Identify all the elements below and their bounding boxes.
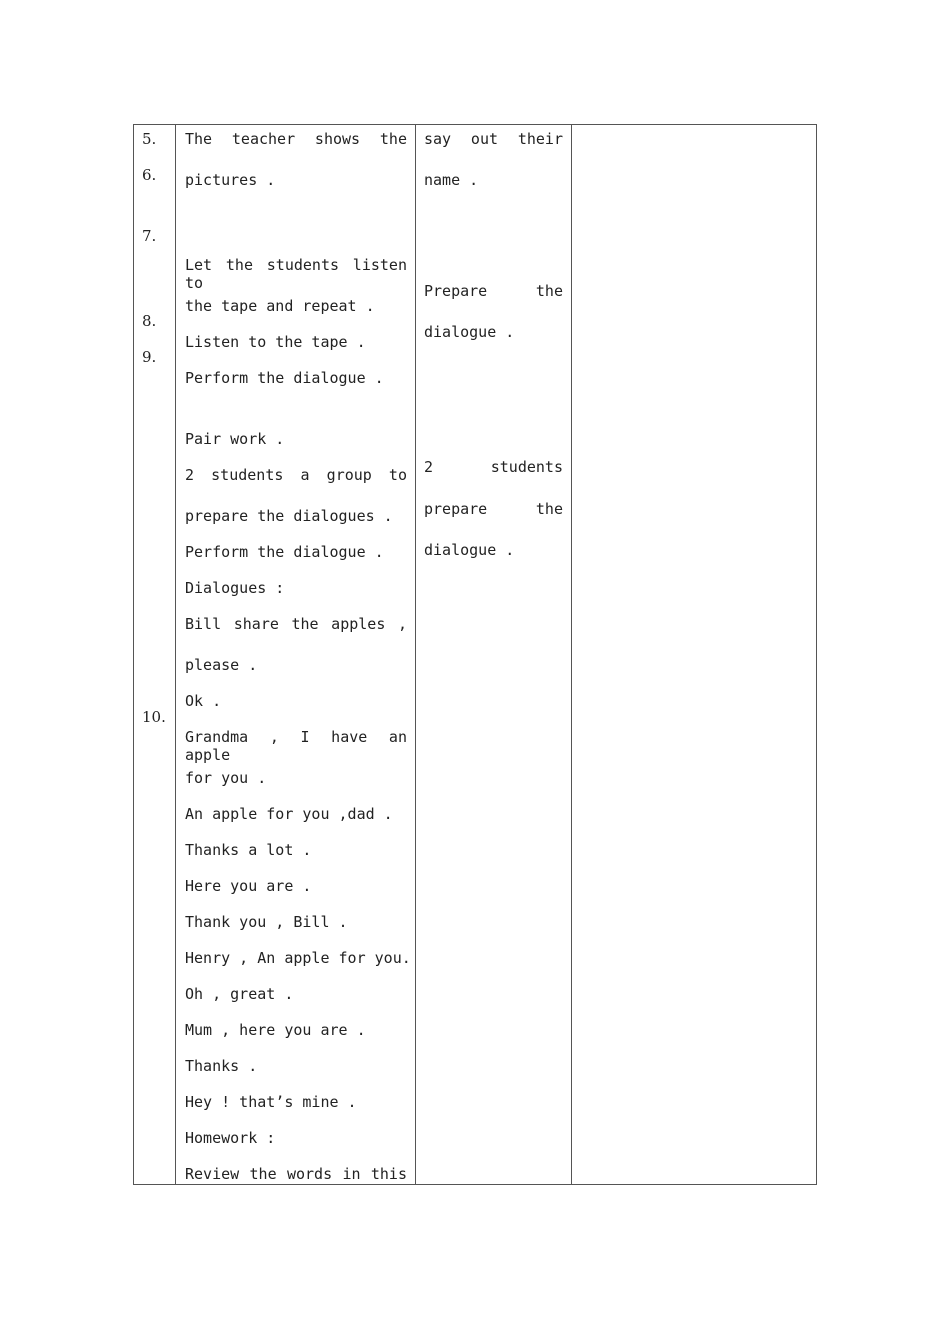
step-number: 10. [142,708,166,726]
student-line: dialogue . [424,541,515,559]
activity-line: for you . [185,769,267,787]
column-divider-2 [415,125,416,1184]
step-number: 6. [142,166,157,184]
step-number: 9. [142,348,157,366]
activity-line: Thanks a lot . [185,841,312,859]
activity-line: Ok . [185,692,222,710]
activity-line: Listen to the tape . [185,333,366,351]
activity-line: please . [185,656,258,674]
activity-line: Grandma , I have an apple [185,728,407,764]
student-line: name . [424,171,479,189]
activity-line: Hey ! that’s mine . [185,1093,357,1111]
activity-line: Mum , here you are . [185,1021,366,1039]
student-line: dialogue . [424,323,515,341]
activity-line: Henry , An apple for you. [185,949,411,967]
student-line: say out their [424,130,563,148]
activity-line: Bill share the apples , [185,615,407,633]
activity-line: An apple for you ,dad . [185,805,393,823]
activity-line: Thanks . [185,1057,258,1075]
activity-line: prepare the dialogues . [185,507,393,525]
activity-line: Perform the dialogue . [185,369,384,387]
student-line: prepare the [424,500,563,518]
activity-line: Pair work . [185,430,285,448]
activity-line: 2 students a group to [185,466,407,484]
activity-line: Dialogues : [185,579,285,597]
activity-line: pictures . [185,171,276,189]
column-divider-3 [571,125,572,1184]
student-line: 2 students [424,458,563,476]
activity-line: Oh , great . [185,985,294,1003]
student-line: Prepare the [424,282,563,300]
activity-line: Let the students listen to [185,256,407,292]
activity-line: Perform the dialogue . [185,543,384,561]
activity-line: Thank you , Bill . [185,913,348,931]
activity-line: Homework : [185,1129,276,1147]
activity-line: The teacher shows the [185,130,407,148]
activity-line: Review the words in this [185,1165,407,1183]
activity-line: Here you are . [185,877,312,895]
lesson-table [133,124,817,1185]
column-divider-1 [175,125,176,1184]
step-number: 8. [142,312,157,330]
step-number: 5. [142,130,157,148]
step-number: 7. [142,227,157,245]
activity-line: the tape and repeat . [185,297,375,315]
